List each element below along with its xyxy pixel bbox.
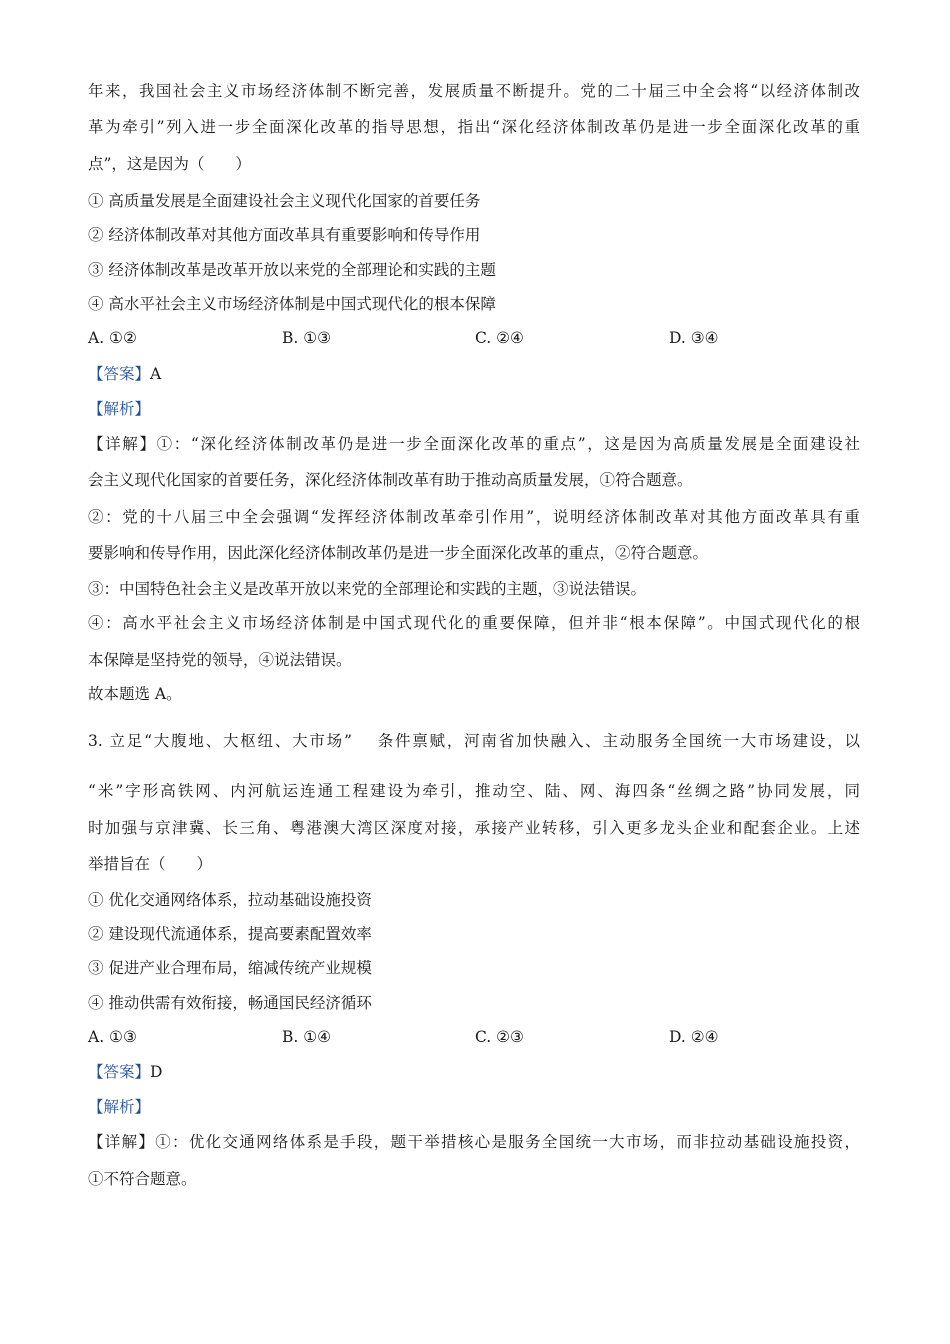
q3-stem-line: “米”字形高铁网、内河航运连通工程建设为牵引，推动空、陆、网、海四条“丝绸之路”协同发展，同: [88, 782, 860, 800]
answer-value: A: [150, 365, 162, 383]
q3-stem-line: 举措旨在（ ）: [88, 855, 213, 873]
q2-analysis: [88, 398, 860, 420]
q3-statement: ④ 推动供需有效衔接，畅通国民经济循环: [88, 994, 372, 1012]
q3-stem-line: 3. 立足“大腹地、大枢纽、大市场” 条件禀赋，河南省加快融入、主动服务全国统一大市场建设，以: [88, 732, 860, 750]
q2-statement: ④ 高水平社会主义市场经济体制是中国式现代化的根本保障: [88, 295, 496, 313]
q2-statement: ① 高质量发展是全面建设社会主义现代化国家的首要任务: [88, 192, 481, 210]
q2-stem-line: 年来，我国社会主义市场经济体制不断完善，发展质量不断提升。党的二十届三中全会将“以经济体制改: [88, 82, 860, 100]
q2-detail-line: 要影响和传导作用，因此深化经济体制改革仍是进一步全面深化改革的重点，②符合题意。: [88, 544, 709, 562]
q3-detail-line: ①不符合题意。: [88, 1170, 197, 1188]
q3-statement: ① 优化交通网络体系，拉动基础设施投资: [88, 891, 372, 909]
q2-conclusion: 故本题选 A。: [88, 685, 182, 703]
detail-label: 【详解】: [88, 435, 157, 453]
q2-detail-line: 本保障是坚持党的领导，④说法错误。: [88, 651, 352, 669]
q3-answer: [88, 1061, 860, 1083]
q2-option-a: A. ①②: [88, 329, 137, 347]
analysis-label: 【解析】: [88, 1098, 151, 1116]
detail-label: 【详解】: [88, 1133, 156, 1151]
q2-detail-line: 【详解】①：“深化经济体制改革仍是进一步全面深化改革的重点”，这是因为高质量发展是全面建设社: [88, 435, 860, 453]
q2-detail-line: 会主义现代化国家的首要任务，深化经济体制改革有助于推动高质量发展，①符合题意。: [88, 471, 693, 489]
q2-stem-line: 点”，这是因为（ ）: [88, 155, 251, 173]
q2-options: [88, 327, 868, 349]
q3-statement: ③ 促进产业合理布局，缩减传统产业规模: [88, 959, 372, 977]
answer-label: 【答案】: [88, 365, 151, 383]
q2-option-d: D. ③④: [669, 329, 719, 347]
q2-detail-line: ④：高水平社会主义市场经济体制是中国式现代化的重要保障，但并非“根本保障”。中国式现代化的根: [88, 614, 860, 632]
q3-detail-line: 【详解】①：优化交通网络体系是手段，题干举措核心是服务全国统一大市场，而非拉动基础设施投资，: [88, 1133, 860, 1151]
q2-detail-line: ②：党的十八届三中全会强调“发挥经济体制改革牵引作用”，说明经济体制改革对其他方面改革具有重: [88, 508, 860, 526]
q3-option-b: B. ①④: [282, 1028, 332, 1046]
q2-statement: ③ 经济体制改革是改革开放以来党的全部理论和实践的主题: [88, 261, 496, 279]
analysis-label: 【解析】: [88, 400, 151, 418]
q3-option-d: D. ②④: [669, 1028, 719, 1046]
q3-option-a: A. ①③: [88, 1028, 137, 1046]
q3-stem-line: 时加强与京津冀、长三角、粤港澳大湾区深度对接，承接产业转移，引入更多龙头企业和配套企业。上述: [88, 819, 860, 837]
q2-option-c: C. ②④: [475, 329, 524, 347]
q3-option-c: C. ②③: [475, 1028, 524, 1046]
q3-analysis: [88, 1096, 860, 1118]
q3-statement: ② 建设现代流通体系，提高要素配置效率: [88, 925, 372, 943]
q2-answer: [88, 363, 860, 385]
q2-option-b: B. ①③: [282, 329, 332, 347]
q2-stem-line: 革为牵引”列入进一步全面深化改革的指导思想，指出“深化经济体制改革仍是进一步全面深化改革的重: [88, 118, 860, 136]
q2-statement: ② 经济体制改革对其他方面改革具有重要影响和传导作用: [88, 226, 481, 244]
answer-value: D: [150, 1063, 163, 1081]
answer-label: 【答案】: [88, 1063, 151, 1081]
q2-detail-line: ③：中国特色社会主义是改革开放以来党的全部理论和实践的主题，③说法错误。: [88, 580, 647, 598]
q3-options: [88, 1026, 868, 1048]
